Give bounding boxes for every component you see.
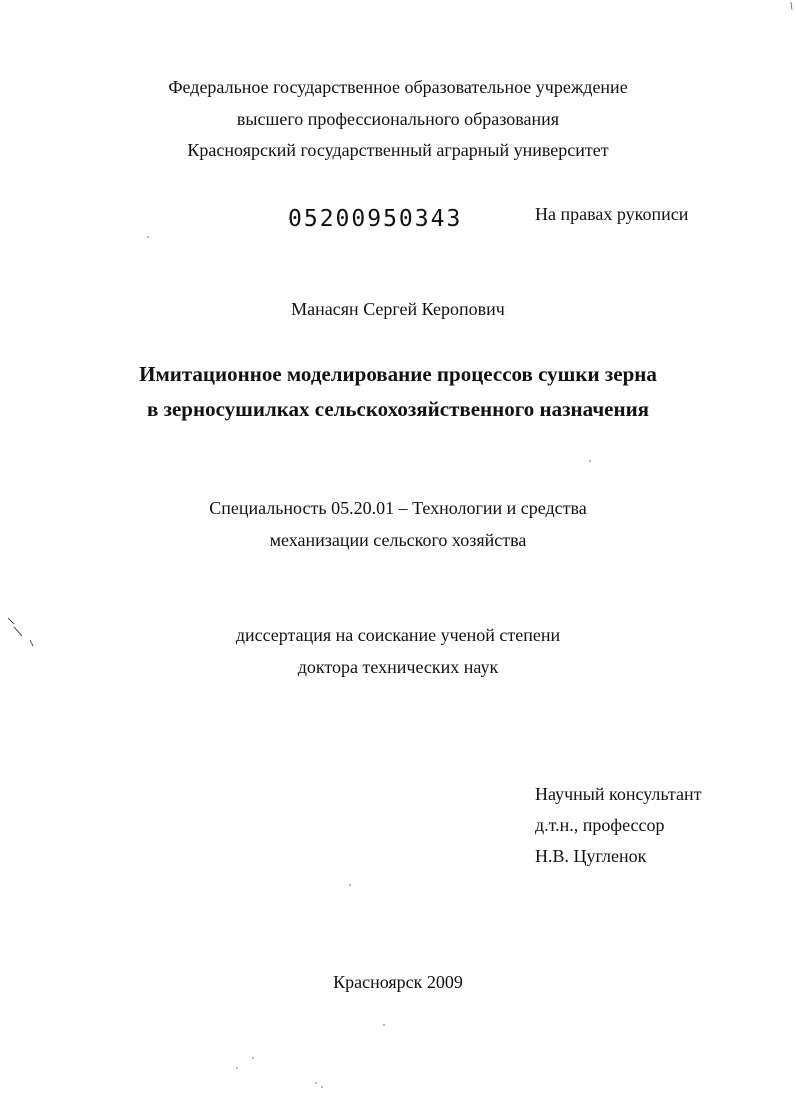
author-name: Манасян Сергей Керопович (291, 299, 505, 319)
advisor-role: Научный консультант (535, 784, 702, 804)
manuscript-note: На правах рукописи (535, 204, 689, 224)
thesis-title-line-2: в зерносушилках сельскохозяйственного назначения (146, 397, 650, 421)
advisor-name: Н.В. Цугленок (535, 846, 647, 866)
degree-line-2: доктора технических наук (297, 657, 499, 677)
institution-line-2: высшего профессионального образования (236, 109, 560, 129)
specialty-line-2: механизации сельского хозяйства (269, 530, 527, 550)
institution-line-1: Федеральное государственное образовательное учреждение (168, 77, 628, 97)
specialty-line-1: Специальность 05.20.01 – Технологии и средства (209, 498, 587, 518)
catalog-number: 05200950343 (288, 206, 463, 232)
institution-line-3: Красноярский государственный аграрный университет (187, 140, 609, 160)
degree-line-1: диссертация на соискание ученой степени (235, 625, 561, 645)
advisor-rank: д.т.н., профессор (535, 815, 665, 835)
thesis-title-line-1: Имитационное моделирование процессов сушки зерна (139, 362, 657, 386)
city-year: Красноярск 2009 (333, 972, 463, 992)
